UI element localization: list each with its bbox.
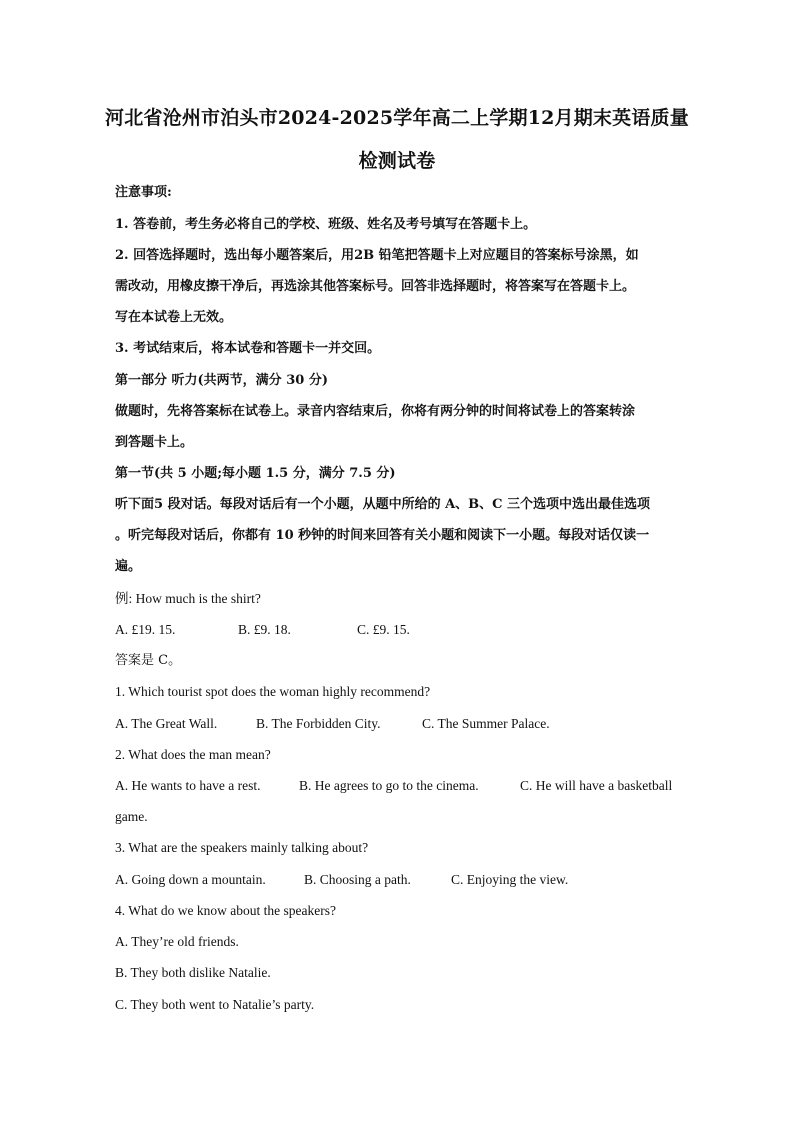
notice-item-2-line-2: 需改动，用橡皮擦干净后，再选涂其他答案标号。回答非选择题时，将答案写在答题卡上。 — [115, 279, 636, 294]
question-1: 1. Which tourist spot does the woman highly recommend? — [115, 684, 431, 699]
question-2-option-a: A. He wants to have a rest. — [115, 778, 261, 793]
part-1-instruction-line-2: 到答题卡上。 — [115, 435, 194, 450]
example-answer: 答案是 C。 — [115, 653, 182, 668]
notice-item-1: 1. 答卷前，考生务必将自己的学校、班级、姓名及考号填写在答题卡上。 — [115, 217, 537, 232]
section-1-instruction-line-2: 。听完每段对话后，你都有 10 秒钟的时间来回答有关小题和阅读下一小题。每段对话仅读一 — [115, 528, 650, 543]
section-1-instruction-line-1: 听下面5 段对话。每段对话后有一个小题，从题中所给的 A、B、C 三个选项中选出最佳选项 — [115, 497, 651, 512]
question-4-option-c: C. They both went to Natalie’s party. — [115, 997, 315, 1012]
question-4-option-a: A. They’re old friends. — [115, 934, 239, 949]
notice-item-2-line-1: 2. 回答选择题时，选出每小题答案后，用2B 铅笔把答题卡上对应题目的答案标号涂黑，如 — [115, 248, 639, 263]
question-4: 4. What do we know about the speakers? — [115, 903, 336, 918]
question-3-option-a: A. Going down a mountain. — [115, 872, 266, 887]
section-1-heading: 第一节(共 5 小题;每小题 1.5 分，满分 7.5 分) — [115, 466, 396, 481]
question-1-option-b: B. The Forbidden City. — [256, 716, 381, 731]
question-4-option-b: B. They both dislike Natalie. — [115, 965, 271, 980]
document-title-line-2: 检测试卷 — [358, 150, 436, 172]
example-option-a: A. £19. 15. — [115, 622, 176, 637]
question-2: 2. What does the man mean? — [115, 747, 271, 762]
question-1-option-a: A. The Great Wall. — [115, 716, 218, 731]
question-3-option-b: B. Choosing a path. — [304, 872, 411, 887]
section-1-instruction-line-3: 遍。 — [115, 559, 142, 574]
example-option-b: B. £9. 18. — [238, 622, 291, 637]
question-2-option-c-continuation: game. — [115, 809, 148, 824]
notice-heading: 注意事项: — [115, 185, 172, 200]
part-1-instruction-line-1: 做题时，先将答案标在试卷上。录音内容结束后，你将有两分钟的时间将试卷上的答案转涂 — [115, 404, 636, 419]
question-3-option-c: C. Enjoying the view. — [451, 872, 569, 887]
example-option-c: C. £9. 15. — [357, 622, 410, 637]
notice-item-2-line-3: 写在本试卷上无效。 — [115, 310, 233, 325]
notice-item-3: 3. 考试结束后，将本试卷和答题卡一并交回。 — [115, 341, 381, 356]
question-2-option-b: B. He agrees to go to the cinema. — [299, 778, 479, 793]
question-3: 3. What are the speakers mainly talking about? — [115, 840, 369, 855]
part-1-heading: 第一部分 听力(共两节，满分 30 分) — [115, 373, 328, 388]
document-title-line-1: 河北省沧州市泊头市2024-2025学年高二上学期12月期末英语质量 — [105, 107, 689, 129]
example-question: 例: How much is the shirt? — [115, 591, 261, 606]
question-2-option-c: C. He will have a basketball — [520, 778, 673, 793]
question-1-option-c: C. The Summer Palace. — [422, 716, 550, 731]
